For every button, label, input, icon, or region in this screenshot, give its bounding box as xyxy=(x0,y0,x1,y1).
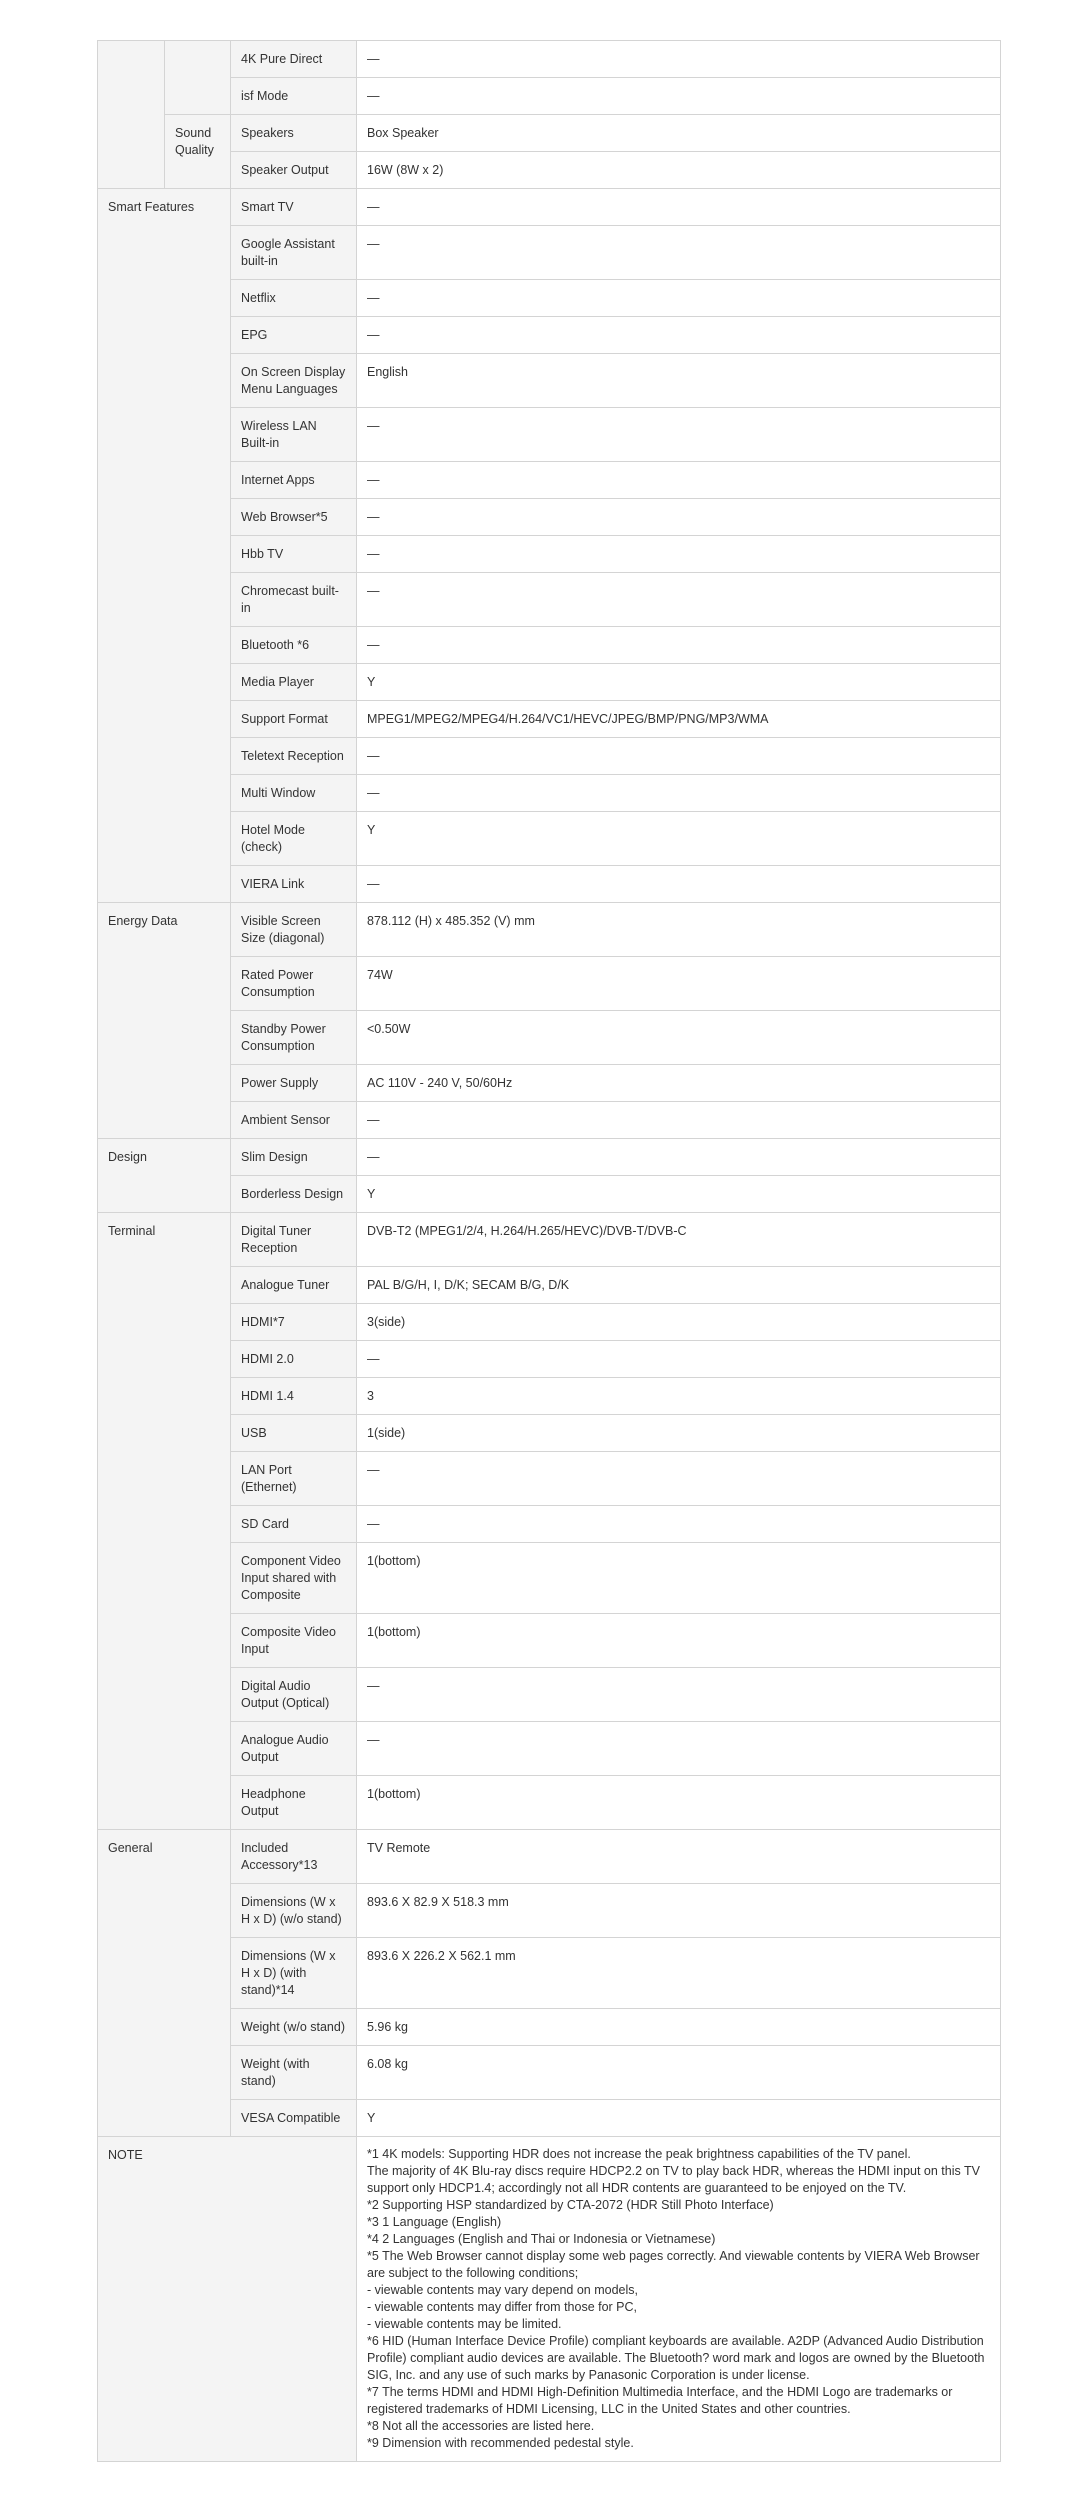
spec-label: Smart TV xyxy=(231,189,357,226)
spec-value: Box Speaker xyxy=(357,115,1001,152)
spec-row xyxy=(98,152,1001,189)
spec-label: Digital Tuner Reception xyxy=(231,1213,357,1267)
spec-value: TV Remote xyxy=(357,1830,1001,1884)
spec-value: English xyxy=(357,354,1001,408)
spec-label: SD Card xyxy=(231,1506,357,1543)
spec-value: — xyxy=(357,462,1001,499)
spec-row xyxy=(98,866,1001,903)
spec-row xyxy=(98,627,1001,664)
spec-value: Y xyxy=(357,812,1001,866)
spec-row xyxy=(98,2046,1001,2100)
note-line: - viewable contents may vary depend on models, xyxy=(367,2283,638,2297)
spec-value: Y xyxy=(357,664,1001,701)
spec-label: Speaker Output xyxy=(231,152,357,189)
spec-row xyxy=(98,1304,1001,1341)
spec-row xyxy=(98,1452,1001,1506)
spec-row xyxy=(98,78,1001,115)
spec-label: Web Browser*5 xyxy=(231,499,357,536)
spec-value: — xyxy=(357,280,1001,317)
spec-label: Ambient Sensor xyxy=(231,1102,357,1139)
note-content xyxy=(357,2137,1001,2462)
category-cell-energy-data: Energy Data xyxy=(98,903,231,1139)
spec-value: 6.08 kg xyxy=(357,2046,1001,2100)
note-line: *8 Not all the accessories are listed here. xyxy=(367,2419,595,2433)
spec-value: — xyxy=(357,573,1001,627)
spec-value: — xyxy=(357,408,1001,462)
spec-value: — xyxy=(357,317,1001,354)
spec-value: — xyxy=(357,536,1001,573)
spec-value: — xyxy=(357,499,1001,536)
spec-row xyxy=(98,1722,1001,1776)
category-cell-design: Design xyxy=(98,1139,231,1213)
spec-value: — xyxy=(357,1341,1001,1378)
note-line: *5 The Web Browser cannot display some web pages correctly. And viewable contents by VIERA Web Browser are subject to the following conditions; xyxy=(367,2249,980,2280)
category-cell-general: General xyxy=(98,1830,231,2137)
note-line: *2 Supporting HSP standardized by CTA-2072 (HDR Still Photo Interface) xyxy=(367,2198,774,2212)
spec-row xyxy=(98,1102,1001,1139)
spec-value: Y xyxy=(357,1176,1001,1213)
note-line: *4 2 Languages (English and Thai or Indonesia or Vietnamese) xyxy=(367,2232,716,2246)
spec-label: Teletext Reception xyxy=(231,738,357,775)
spec-label: HDMI 1.4 xyxy=(231,1378,357,1415)
spec-row xyxy=(98,573,1001,627)
spec-label: Power Supply xyxy=(231,1065,357,1102)
spec-value: — xyxy=(357,627,1001,664)
note-line: *1 4K models: Supporting HDR does not increase the peak brightness capabilities of the TV panel. xyxy=(367,2147,911,2161)
spec-label: VESA Compatible xyxy=(231,2100,357,2137)
spec-label: VIERA Link xyxy=(231,866,357,903)
spec-row xyxy=(98,1830,1001,1884)
note-label: NOTE xyxy=(98,2137,357,2462)
note-line: *3 1 Language (English) xyxy=(367,2215,502,2229)
spec-row xyxy=(98,738,1001,775)
spec-row xyxy=(98,1176,1001,1213)
spec-label: Borderless Design xyxy=(231,1176,357,1213)
spec-row xyxy=(98,1378,1001,1415)
spec-row xyxy=(98,226,1001,280)
spec-row xyxy=(98,1884,1001,1938)
spec-row xyxy=(98,903,1001,957)
spec-row xyxy=(98,462,1001,499)
spec-row xyxy=(98,664,1001,701)
spec-label: Multi Window xyxy=(231,775,357,812)
spec-row xyxy=(98,189,1001,226)
spec-value: 74W xyxy=(357,957,1001,1011)
spec-value: — xyxy=(357,1102,1001,1139)
spec-value: 893.6 X 82.9 X 518.3 mm xyxy=(357,1884,1001,1938)
spec-row xyxy=(98,1668,1001,1722)
spec-label: Support Format xyxy=(231,701,357,738)
spec-label: Visible Screen Size (diagonal) xyxy=(231,903,357,957)
category-cell-terminal: Terminal xyxy=(98,1213,231,1830)
spec-row xyxy=(98,1139,1001,1176)
spec-value: — xyxy=(357,189,1001,226)
spec-row xyxy=(98,536,1001,573)
spec-row xyxy=(98,408,1001,462)
spec-row xyxy=(98,1065,1001,1102)
spec-row xyxy=(98,1341,1001,1378)
spec-label: LAN Port (Ethernet) xyxy=(231,1452,357,1506)
spec-value: — xyxy=(357,1139,1001,1176)
spec-row xyxy=(98,41,1001,78)
spec-value: 1(bottom) xyxy=(357,1614,1001,1668)
spec-value: — xyxy=(357,1722,1001,1776)
spec-label: Standby Power Consumption xyxy=(231,1011,357,1065)
spec-table xyxy=(97,40,1001,2462)
spec-label: Digital Audio Output (Optical) xyxy=(231,1668,357,1722)
spec-row xyxy=(98,812,1001,866)
spec-row xyxy=(98,775,1001,812)
spec-label: Internet Apps xyxy=(231,462,357,499)
spec-label: Component Video Input shared with Composite xyxy=(231,1543,357,1614)
subcategory-cell-sound-quality: Sound Quality xyxy=(165,115,231,189)
subcategory-cell-continued xyxy=(165,41,231,115)
spec-row xyxy=(98,317,1001,354)
note-line: *7 The terms HDMI and HDMI High-Definition Multimedia Interface, and the HDMI Logo are trademarks or registered trademarks of HDMI Licensing, LLC in the United States and other countries. xyxy=(367,2385,953,2416)
spec-row xyxy=(98,1543,1001,1614)
spec-value: — xyxy=(357,775,1001,812)
spec-row xyxy=(98,1213,1001,1267)
spec-row xyxy=(98,2009,1001,2046)
spec-row xyxy=(98,115,1001,152)
spec-value: — xyxy=(357,1506,1001,1543)
spec-label: Included Accessory*13 xyxy=(231,1830,357,1884)
spec-row xyxy=(98,1776,1001,1830)
spec-row xyxy=(98,1415,1001,1452)
spec-value: AC 110V - 240 V, 50/60Hz xyxy=(357,1065,1001,1102)
spec-label: Analogue Audio Output xyxy=(231,1722,357,1776)
spec-label: Slim Design xyxy=(231,1139,357,1176)
note-line: - viewable contents may be limited. xyxy=(367,2317,562,2331)
category-cell-smart-features: Smart Features xyxy=(98,189,231,903)
spec-label: isf Mode xyxy=(231,78,357,115)
spec-row xyxy=(98,957,1001,1011)
spec-label: Weight (with stand) xyxy=(231,2046,357,2100)
spec-value: MPEG1/MPEG2/MPEG4/H.264/VC1/HEVC/JPEG/BMP/PNG/MP3/WMA xyxy=(357,701,1001,738)
spec-label: Media Player xyxy=(231,664,357,701)
spec-value: — xyxy=(357,78,1001,115)
spec-value: Y xyxy=(357,2100,1001,2137)
spec-label: Dimensions (W x H x D) (w/o stand) xyxy=(231,1884,357,1938)
spec-value: 893.6 X 226.2 X 562.1 mm xyxy=(357,1938,1001,2009)
spec-label: Weight (w/o stand) xyxy=(231,2009,357,2046)
spec-value: 878.112 (H) x 485.352 (V) mm xyxy=(357,903,1001,957)
spec-value: — xyxy=(357,738,1001,775)
spec-row xyxy=(98,701,1001,738)
spec-value: 1(side) xyxy=(357,1415,1001,1452)
spec-row xyxy=(98,1614,1001,1668)
spec-label: HDMI 2.0 xyxy=(231,1341,357,1378)
category-cell-continued xyxy=(98,41,165,189)
spec-table-body xyxy=(98,41,1001,2462)
spec-label: Google Assistant built-in xyxy=(231,226,357,280)
spec-value: — xyxy=(357,41,1001,78)
spec-value: 16W (8W x 2) xyxy=(357,152,1001,189)
spec-value: — xyxy=(357,1668,1001,1722)
note-line: - viewable contents may differ from those for PC, xyxy=(367,2300,638,2314)
spec-label: HDMI*7 xyxy=(231,1304,357,1341)
spec-label: Rated Power Consumption xyxy=(231,957,357,1011)
spec-row xyxy=(98,280,1001,317)
note-row xyxy=(98,2137,1001,2462)
note-line: The majority of 4K Blu-ray discs require HDCP2.2 on TV to play back HDR, whereas the HDMI input on this TV support only HDCP1.4; accordingly not all HDR contents are guaranteed to be enjoyed on the TV. xyxy=(367,2164,980,2195)
spec-label: Hbb TV xyxy=(231,536,357,573)
spec-label: Netflix xyxy=(231,280,357,317)
spec-value: — xyxy=(357,1452,1001,1506)
spec-value: 3 xyxy=(357,1378,1001,1415)
spec-label: Chromecast built-in xyxy=(231,573,357,627)
spec-label: EPG xyxy=(231,317,357,354)
spec-label: 4K Pure Direct xyxy=(231,41,357,78)
spec-value: PAL B/G/H, I, D/K; SECAM B/G, D/K xyxy=(357,1267,1001,1304)
spec-row xyxy=(98,354,1001,408)
spec-row xyxy=(98,499,1001,536)
spec-value: — xyxy=(357,866,1001,903)
spec-value: DVB-T2 (MPEG1/2/4, H.264/H.265/HEVC)/DVB-T/DVB-C xyxy=(357,1213,1001,1267)
spec-row xyxy=(98,1011,1001,1065)
spec-row xyxy=(98,1938,1001,2009)
spec-label: USB xyxy=(231,1415,357,1452)
spec-label: Headphone Output xyxy=(231,1776,357,1830)
spec-value: 1(bottom) xyxy=(357,1543,1001,1614)
spec-label: Dimensions (W x H x D) (with stand)*14 xyxy=(231,1938,357,2009)
note-line: *9 Dimension with recommended pedestal style. xyxy=(367,2436,634,2450)
spec-value: 3(side) xyxy=(357,1304,1001,1341)
spec-label: Composite Video Input xyxy=(231,1614,357,1668)
spec-row xyxy=(98,1506,1001,1543)
spec-value: — xyxy=(357,226,1001,280)
spec-label: Hotel Mode (check) xyxy=(231,812,357,866)
spec-value: 5.96 kg xyxy=(357,2009,1001,2046)
spec-label: Bluetooth *6 xyxy=(231,627,357,664)
spec-label: Speakers xyxy=(231,115,357,152)
spec-label: Analogue Tuner xyxy=(231,1267,357,1304)
spec-row xyxy=(98,1267,1001,1304)
spec-value: <0.50W xyxy=(357,1011,1001,1065)
note-line: *6 HID (Human Interface Device Profile) compliant keyboards are available. A2DP (Advanced Audio Distribution Profile) compliant audio devices are available. The Bluetooth? word mark and logos are owned by the Bluetooth SIG, Inc. and any use of such marks by Panasonic Corporation is under license. xyxy=(367,2334,985,2382)
spec-value: 1(bottom) xyxy=(357,1776,1001,1830)
spec-row xyxy=(98,2100,1001,2137)
spec-label: On Screen Display Menu Languages xyxy=(231,354,357,408)
spec-label: Wireless LAN Built-in xyxy=(231,408,357,462)
